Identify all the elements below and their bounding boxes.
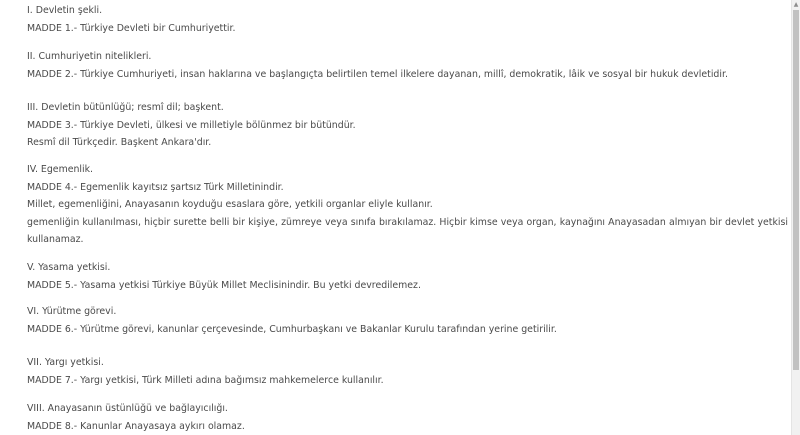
article-text: MADDE 8.- Kanunlar Anayasaya aykırı olamaz. bbox=[27, 420, 245, 432]
scrollbar-thumb[interactable] bbox=[793, 10, 799, 370]
section-3 bbox=[27, 99, 788, 152]
section-heading: VII. Yargı yetkisi. bbox=[27, 357, 104, 368]
section-heading: II. Cumhuriyetin nitelikleri. bbox=[27, 51, 152, 62]
section-heading: III. Devletin bütünlüğü; resmî dil; başkent. bbox=[27, 102, 224, 113]
section-heading: V. Yasama yetkisi. bbox=[27, 262, 111, 273]
article-text: MADDE 2.- Türkiye Cumhuriyeti, insan haklarına ve başlangıçta belirtilen temel ilkelere dayanan, millî, demokratik, lâik ve sosyal bir hukuk devletidir. bbox=[27, 68, 728, 80]
article-text: MADDE 6.- Yürütme görevi, kanunlar çerçevesinde, Cumhurbaşkanı ve Bakanlar Kurulu tarafından yerine getirilir. bbox=[27, 323, 557, 335]
section-heading: IV. Egemenlik. bbox=[27, 164, 94, 175]
article-text: MADDE 5.- Yasama yetkisi Türkiye Büyük Millet Meclisinindir. Bu yetki devredilemez. bbox=[27, 279, 421, 291]
article-text: Millet, egemenliğini, Anayasanın koyduğu esaslara göre, yetkili organlar eliyle kullanır. bbox=[27, 199, 433, 210]
article-text: gemenliğin kullanılması, hiçbir surette belli bir kişiye, zümreye veya sınıfa bırakılamaz. Hiçbir kimse veya organ, kaynağını Anayasadan almıyan bir devlet yetkisi kullanamaz. bbox=[27, 216, 788, 245]
scroll-up-arrow-icon[interactable]: ▲ bbox=[793, 1, 799, 8]
section-4 bbox=[27, 161, 788, 249]
article-text: MADDE 1.- Türkiye Devleti bir Cumhuriyettir. bbox=[27, 22, 236, 34]
vertical-scrollbar[interactable] bbox=[791, 0, 800, 435]
section-8 bbox=[27, 400, 788, 435]
article-text: MADDE 4.- Egemenlik kayıtsız şartsız Türk Milletinindir. bbox=[27, 181, 284, 193]
section-2 bbox=[27, 48, 788, 83]
section-heading: VI. Yürütme görevi. bbox=[27, 306, 117, 317]
article-text: MADDE 3.- Türkiye Devleti, ülkesi ve milletiyle bölünmez bir bütündür. bbox=[27, 119, 356, 131]
article-text: MADDE 7.- Yargı yetkisi, Türk Milleti adına bağımsız mahkemelerce kullanılır. bbox=[27, 374, 384, 386]
section-heading: VIII. Anayasanın üstünlüğü ve bağlayıcılığı. bbox=[27, 403, 228, 414]
section-7 bbox=[27, 354, 788, 389]
article-text: Resmî dil Türkçedir. Başkent Ankara'dır. bbox=[27, 137, 212, 148]
section-heading: I. Devletin şekli. bbox=[27, 5, 103, 16]
section-6 bbox=[27, 303, 788, 338]
section-1 bbox=[27, 2, 788, 37]
section-5 bbox=[27, 259, 788, 294]
